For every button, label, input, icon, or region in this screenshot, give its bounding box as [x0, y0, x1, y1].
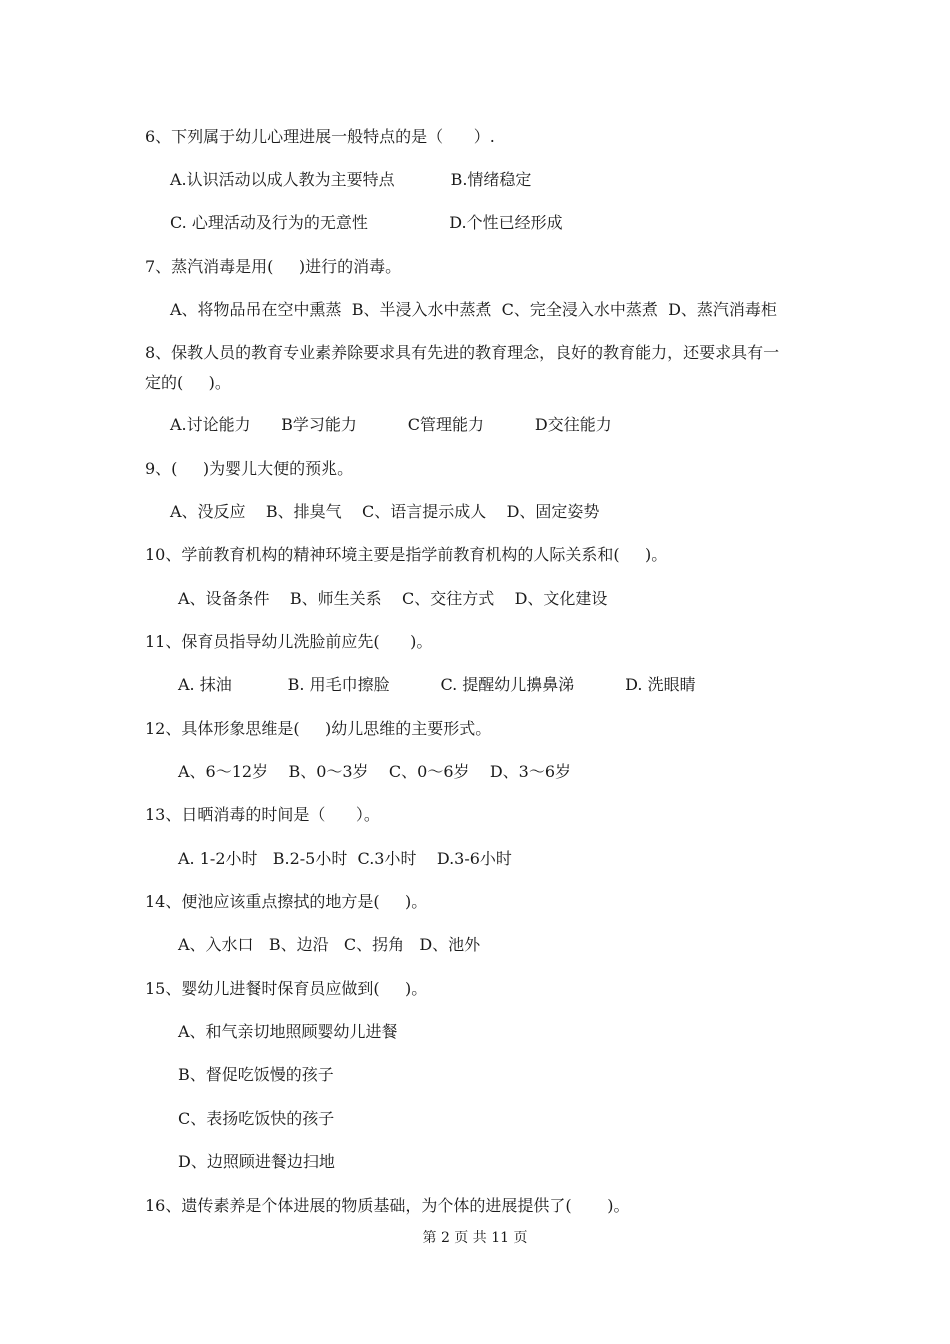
question-9: 9、( )为婴儿大便的预兆。 [145, 459, 354, 478]
question-11: 11、保育员指导幼儿洗脸前应先( )。 [145, 632, 433, 651]
question-15-option-c: C、表扬吃饭快的孩子 [178, 1109, 335, 1128]
question-13-options: A. 1-2小时 B.2-5小时 C.3小时 D.3-6小时 [178, 849, 512, 868]
page-footer: 第 2 页 共 11 页 [422, 1230, 528, 1246]
question-8: 8、保教人员的教育专业素养除要求具有先进的教育理念，良好的教育能力，还要求具有一 [145, 343, 780, 362]
question-7-options: A、将物品吊在空中熏蒸 B、半浸入水中蒸煮 C、完全浸入水中蒸煮 D、蒸汽消毒柜 [170, 300, 777, 319]
question-16: 16、遗传素养是个体进展的物质基础，为个体的进展提供了( )。 [145, 1196, 630, 1215]
question-11-options: A. 抹油 B. 用毛巾擦脸 C. 提醒幼儿擤鼻涕 D. 洗眼睛 [178, 675, 696, 694]
question-8-options: A.讨论能力 B学习能力 C管理能力 D交往能力 [170, 415, 612, 434]
question-12: 12、具体形象思维是( )幼儿思维的主要形式。 [145, 719, 492, 738]
question-14: 14、便池应该重点擦拭的地方是( )。 [145, 892, 428, 911]
question-14-options: A、入水口 B、边沿 C、拐角 D、池外 [178, 935, 481, 954]
question-8-continued: 定的( )。 [145, 373, 231, 392]
question-15: 15、婴幼儿进餐时保育员应做到( )。 [145, 979, 428, 998]
question-12-options: A、6～12岁 B、0～3岁 C、0～6岁 D、3～6岁 [178, 762, 572, 781]
question-15-option-b: B、督促吃饭慢的孩子 [178, 1065, 334, 1084]
question-9-options: A、没反应 B、排臭气 C、语言提示成人 D、固定姿势 [170, 502, 600, 521]
question-6: 6、下列属于幼儿心理进展一般特点的是（ ）. [145, 127, 495, 146]
question-15-option-d: D、边照顾进餐边扫地 [178, 1152, 335, 1171]
question-10: 10、学前教育机构的精神环境主要是指学前教育机构的人际关系和( )。 [145, 545, 668, 564]
question-13: 13、日晒消毒的时间是（ ）。 [145, 805, 380, 824]
question-6-options-ab: A.认识活动以成人教为主要特点 B.情绪稳定 [170, 170, 532, 189]
question-10-options: A、设备条件 B、师生关系 C、交往方式 D、文化建设 [178, 589, 608, 608]
question-15-option-a: A、和气亲切地照顾婴幼儿进餐 [178, 1022, 398, 1041]
question-6-options-cd: C. 心理活动及行为的无意性 D.个性已经形成 [170, 213, 563, 232]
question-7: 7、蒸汽消毒是用( )进行的消毒。 [145, 257, 402, 276]
